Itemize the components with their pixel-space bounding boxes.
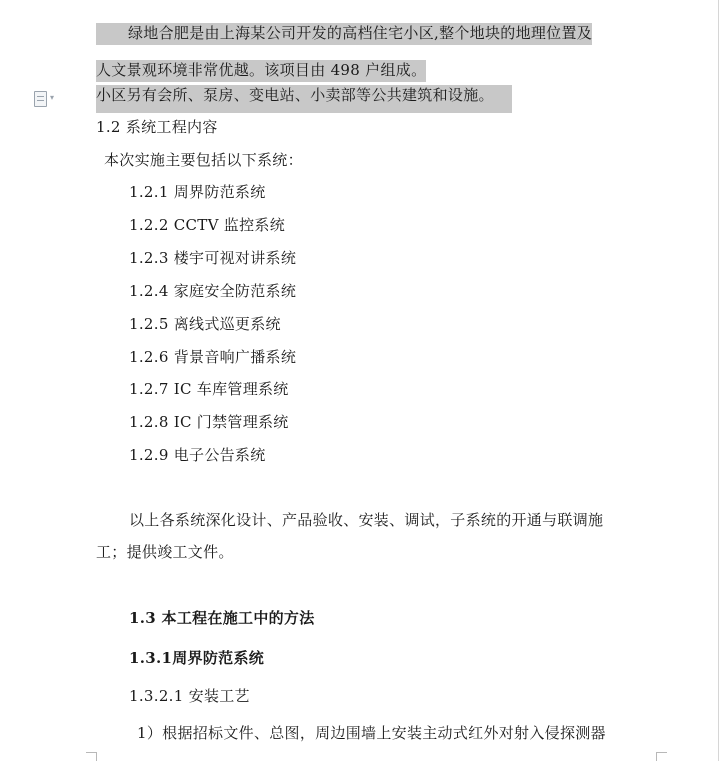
chevron-down-icon: ▾	[50, 93, 55, 102]
subsection-heading-1-3-2-1: 1.3.2.1 安装工艺	[129, 687, 250, 705]
list-item: 1.2.1 周界防范系统	[129, 183, 266, 201]
list-item: 1.2.2 CCTV 监控系统	[129, 216, 285, 234]
subsection-heading-1-3-1: 1.3.1周界防范系统	[129, 649, 265, 667]
list-item: 1.2.5 离线式巡更系统	[129, 315, 281, 333]
list-item: 1.2.3 楼宇可视对讲系统	[129, 249, 297, 267]
intro-line-2	[96, 60, 426, 80]
intro-line-3-text: 小区另有会所、泵房、变电站、小卖部等公共建筑和设施。	[96, 85, 512, 113]
summary-line-2: 工；提供竣工文件。	[96, 543, 234, 561]
intro-line-3	[96, 85, 512, 105]
paragraph-1: 1）根据招标文件、总图，周边围墙上安装主动式红外对射入侵探测器	[137, 724, 606, 742]
list-item: 1.2.6 背景音响广播系统	[129, 348, 297, 366]
section-heading-1-3: 1.3 本工程在施工中的方法	[129, 609, 315, 627]
page-corner-mark-right	[656, 752, 667, 761]
summary-line-1: 以上各系统深化设计、产品验收、安装、调试，子系统的开通与联调施	[129, 511, 604, 529]
intro-line-2-text: 人文景观环境非常优越。该项目由 498 户组成。	[96, 60, 426, 82]
section-lead: 本次实施主要包括以下系统：	[104, 151, 303, 169]
document-icon[interactable]	[34, 91, 60, 107]
section-heading-1-2: 1.2 系统工程内容	[96, 118, 218, 136]
list-item: 1.2.8 IC 门禁管理系统	[129, 413, 289, 431]
intro-line-1	[96, 23, 592, 43]
page-corner-mark-left	[86, 752, 97, 761]
document-glyph	[34, 91, 47, 107]
list-item: 1.2.9 电子公告系统	[129, 446, 266, 464]
list-item: 1.2.4 家庭安全防范系统	[129, 282, 297, 300]
list-item: 1.2.7 IC 车库管理系统	[129, 380, 289, 398]
intro-line-1-text: 绿地合肥是由上海某公司开发的高档住宅小区,整个地块的地理位置及	[96, 23, 592, 45]
